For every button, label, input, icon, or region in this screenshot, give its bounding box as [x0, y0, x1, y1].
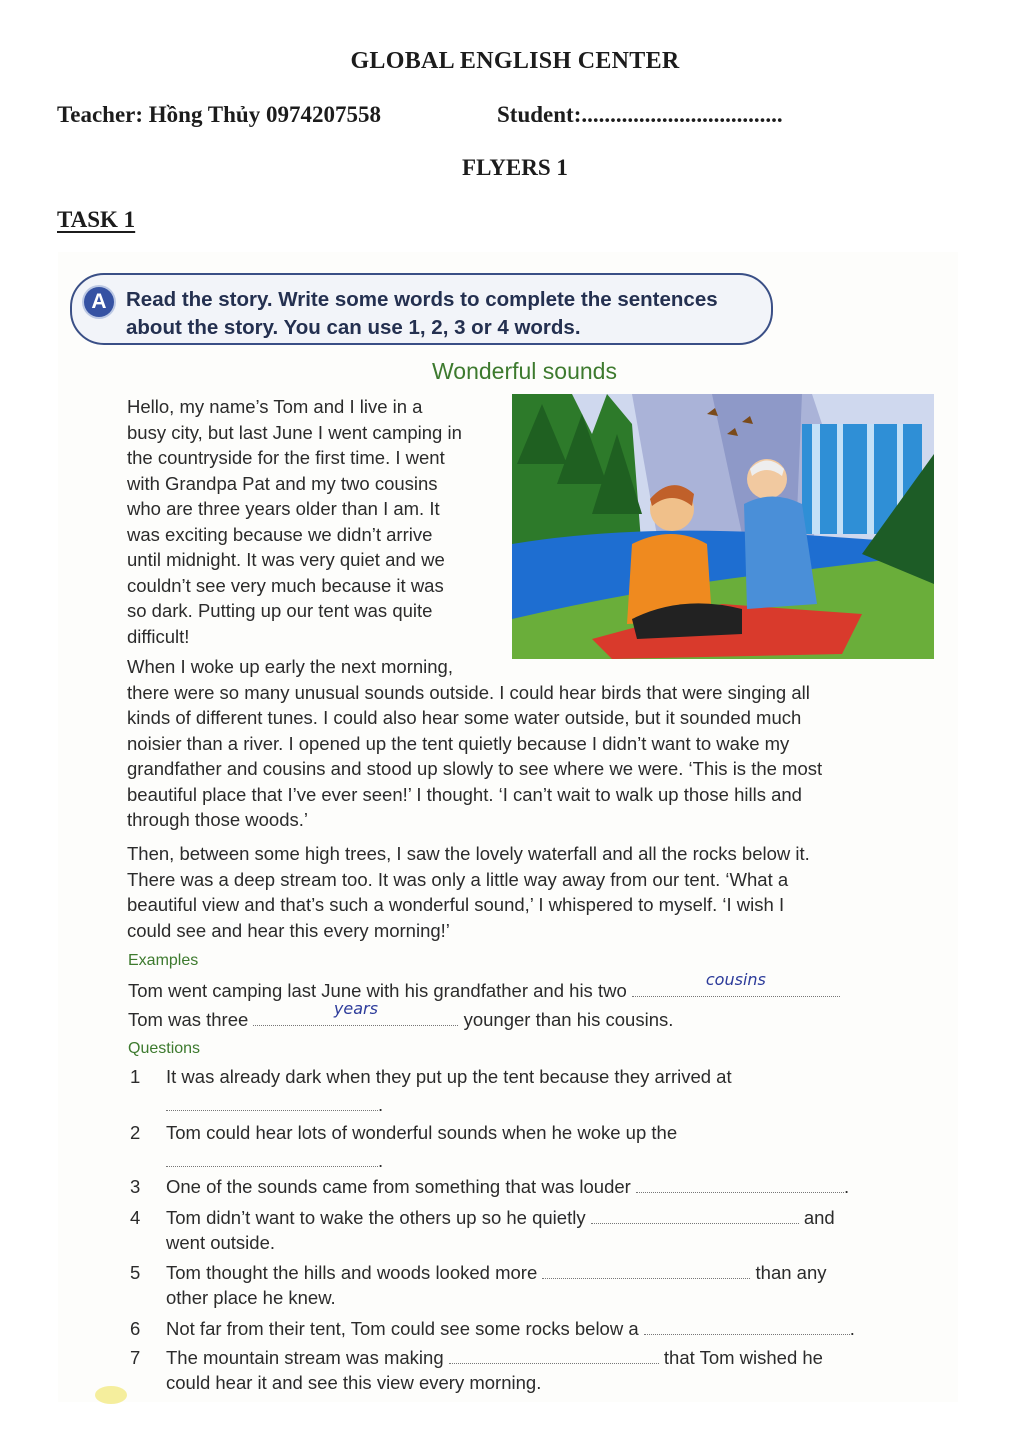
- story-line: beautiful place that I’ve ever seen!’ I thought. ‘I can’t wait to walk up those hills and: [127, 783, 802, 805]
- instruction-line-1: Read the story. Write some words to complete the sentences: [126, 288, 718, 311]
- period: .: [843, 1176, 850, 1197]
- question-7-line-2: could hear it and see this view every morning.: [166, 1372, 542, 1393]
- story-line: When I woke up early the next morning,: [127, 656, 453, 677]
- period: .: [378, 1150, 384, 1171]
- story-paragraph-2: [127, 654, 822, 833]
- question-4: [166, 1207, 835, 1229]
- question-4-text: Tom didn’t want to wake the others up so he quietly: [166, 1207, 586, 1228]
- example-2: [128, 999, 674, 1031]
- story-line: noisier than a river. I opened up the tent quietly because I didn’t want to wake my: [127, 732, 790, 754]
- section-badge: A: [84, 287, 114, 317]
- example-1: [128, 970, 840, 1002]
- question-1-blank[interactable]: [166, 1096, 378, 1111]
- student-field[interactable]: Student:...................................: [497, 102, 783, 127]
- instruction-line-2: about the story. You can use 1, 2, 3 or 4 words.: [126, 316, 581, 339]
- story-paragraph-3: [127, 841, 810, 943]
- question-7-blank[interactable]: [449, 1349, 659, 1364]
- example-2-blank: [253, 999, 458, 1026]
- story-line: busy city, but last June I went camping in: [127, 421, 462, 443]
- question-3-blank[interactable]: [636, 1178, 844, 1193]
- question-4-after: and: [803, 1207, 835, 1228]
- question-7-after: that Tom wished he: [663, 1347, 823, 1368]
- question-number: 7: [130, 1347, 141, 1368]
- question-3: [166, 1176, 849, 1198]
- question-6: [166, 1318, 855, 1340]
- question-2-answer-line: [166, 1150, 383, 1172]
- example-2-text-before: Tom was three: [128, 1009, 249, 1030]
- question-5: [166, 1262, 827, 1284]
- story-line: kinds of different tunes. I could also hear some water outside, but it sounded much: [127, 707, 802, 728]
- example-1-blank: [632, 970, 840, 997]
- task-heading: TASK 1: [57, 207, 136, 232]
- question-6-blank[interactable]: [644, 1320, 850, 1335]
- highlighter-mark: [95, 1386, 127, 1404]
- story-line: Hello, my name’s Tom and I live in a: [127, 396, 423, 417]
- story-paragraph-1: [127, 394, 462, 649]
- example-1-text: Tom went camping last June with his grandfather and his two: [128, 980, 627, 1001]
- level-title: FLYERS 1: [462, 155, 568, 180]
- question-5-line-2: other place he knew.: [166, 1287, 336, 1308]
- question-3-text: One of the sounds came from something that was louder: [166, 1176, 631, 1197]
- question-number: 6: [130, 1318, 141, 1339]
- question-1-answer-line: [166, 1094, 383, 1116]
- examples-label: Examples: [128, 952, 199, 969]
- question-5-blank[interactable]: [542, 1264, 750, 1279]
- story-title: Wonderful sounds: [432, 358, 617, 384]
- question-number: 4: [130, 1207, 141, 1228]
- question-number: 3: [130, 1176, 141, 1197]
- story-line: the countryside for the first time. I went: [127, 447, 445, 468]
- question-5-after: than any: [755, 1262, 827, 1283]
- period: .: [378, 1094, 384, 1115]
- question-number: 5: [130, 1262, 141, 1283]
- question-1-text: It was already dark when they put up the tent because they arrived at: [166, 1066, 732, 1087]
- story-line: with Grandpa Pat and my two cousins: [127, 472, 438, 494]
- question-7-text: The mountain stream was making: [166, 1347, 444, 1368]
- story-line: beautiful view and that’s such a wonderful sound,’ I whispered to myself. ‘I wish I: [127, 894, 785, 915]
- example-2-text-after: younger than his cousins.: [463, 1009, 674, 1030]
- question-6-text: Not far from their tent, Tom could see some rocks below a: [166, 1318, 639, 1339]
- story-line: difficult!: [127, 625, 190, 647]
- story-line: grandfather and cousins and stood up slowly to see where we were. ‘This is the most: [127, 758, 823, 779]
- question-2-text: Tom could hear lots of wonderful sounds when he woke up the: [166, 1122, 678, 1143]
- question-7: [166, 1347, 823, 1369]
- question-5-text: Tom thought the hills and woods looked more: [166, 1262, 538, 1283]
- question-number: 1: [130, 1066, 141, 1087]
- camping-illustration: [512, 394, 934, 659]
- question-4-line-2: went outside.: [166, 1232, 276, 1253]
- story-line: could see and hear this every morning!’: [127, 919, 450, 941]
- center-title: GLOBAL ENGLISH CENTER: [350, 48, 680, 74]
- story-line: couldn’t see very much because it was: [127, 574, 444, 596]
- story-line: until midnight. It was very quiet and we: [127, 549, 445, 570]
- story-line: there were so many unusual sounds outside. I could hear birds that were singing all: [127, 681, 810, 703]
- question-2-blank[interactable]: [166, 1152, 378, 1167]
- story-line: was exciting because we didn’t arrive: [127, 523, 433, 545]
- question-number: 2: [130, 1122, 141, 1143]
- story-line: who are three years older than I am. It: [127, 498, 440, 519]
- example-1-answer: cousins: [705, 970, 766, 989]
- questions-label: Questions: [128, 1040, 201, 1057]
- story-line: so dark. Putting up our tent was quite: [127, 600, 433, 621]
- teacher-info: Teacher: Hồng Thủy 0974207558: [57, 102, 381, 127]
- period: .: [849, 1318, 855, 1339]
- example-2-answer: years: [333, 999, 378, 1018]
- question-4-blank[interactable]: [591, 1209, 799, 1224]
- story-line: through those woods.’: [127, 809, 309, 830]
- story-line: Then, between some high trees, I saw the lovely waterfall and all the rocks below it.: [127, 843, 810, 864]
- story-line: There was a deep stream too. It was only a little way away from our tent. ‘What a: [127, 868, 789, 890]
